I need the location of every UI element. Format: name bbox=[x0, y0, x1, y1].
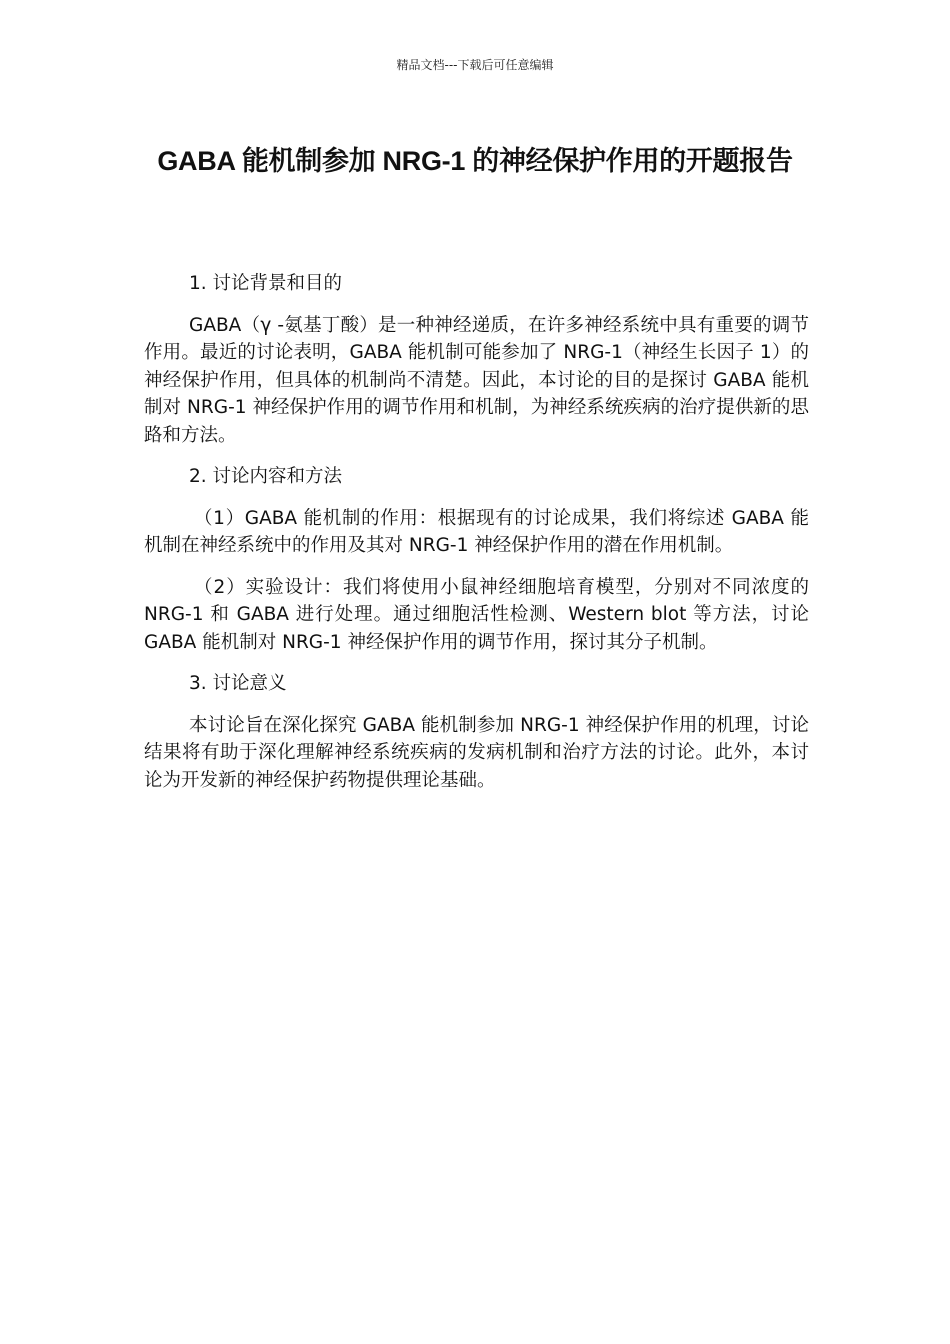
paragraph-experiment-design: （2）实验设计：我们将使用小鼠神经细胞培育模型，分别对不同浓度的 NRG-1 和 GABA 进行处理。通过细胞活性检测、Western blot 等方法，讨论 GABA 能机制对 NRG-1 神经保护作用的调节作用，探讨其分子机制。 bbox=[144, 576, 809, 653]
section-heading-background: 1. 讨论背景和目的 bbox=[189, 273, 343, 294]
paragraph-gaba-role: （1）GABA 能机制的作用：根据现有的讨论成果，我们将综述 GABA 能机制在神经系统中的作用及其对 NRG-1 神经保护作用的潜在作用机制。 bbox=[144, 507, 809, 556]
document-body bbox=[144, 270, 809, 808]
section-heading-content-methods: 2. 讨论内容和方法 bbox=[189, 466, 343, 487]
header-note: 精品文档---下载后可任意编辑 bbox=[396, 58, 554, 72]
document-title: GABA 能机制参加 NRG-1 的神经保护作用的开题报告 bbox=[157, 146, 793, 176]
section-heading-significance: 3. 讨论意义 bbox=[189, 673, 287, 694]
paragraph-background: GABA（γ -氨基丁酸）是一种神经递质，在许多神经系统中具有重要的调节作用。最近的讨论表明，GABA 能机制可能参加了 NRG-1（神经生长因子 1）的神经保护作用，但具体的机制尚不清楚。因此，本讨论的目的是探讨 GABA 能机制对 NRG-1 神经保护作用的调节作用和机制，为神经系统疾病的治疗提供新的思路和方法。 bbox=[144, 314, 809, 446]
paragraph-significance: 本讨论旨在深化探究 GABA 能机制参加 NRG-1 神经保护作用的机理，讨论结果将有助于深化理解神经系统疾病的发病机制和治疗方法的讨论。此外，本讨论为开发新的神经保护药物提供理论基础。 bbox=[144, 714, 809, 791]
